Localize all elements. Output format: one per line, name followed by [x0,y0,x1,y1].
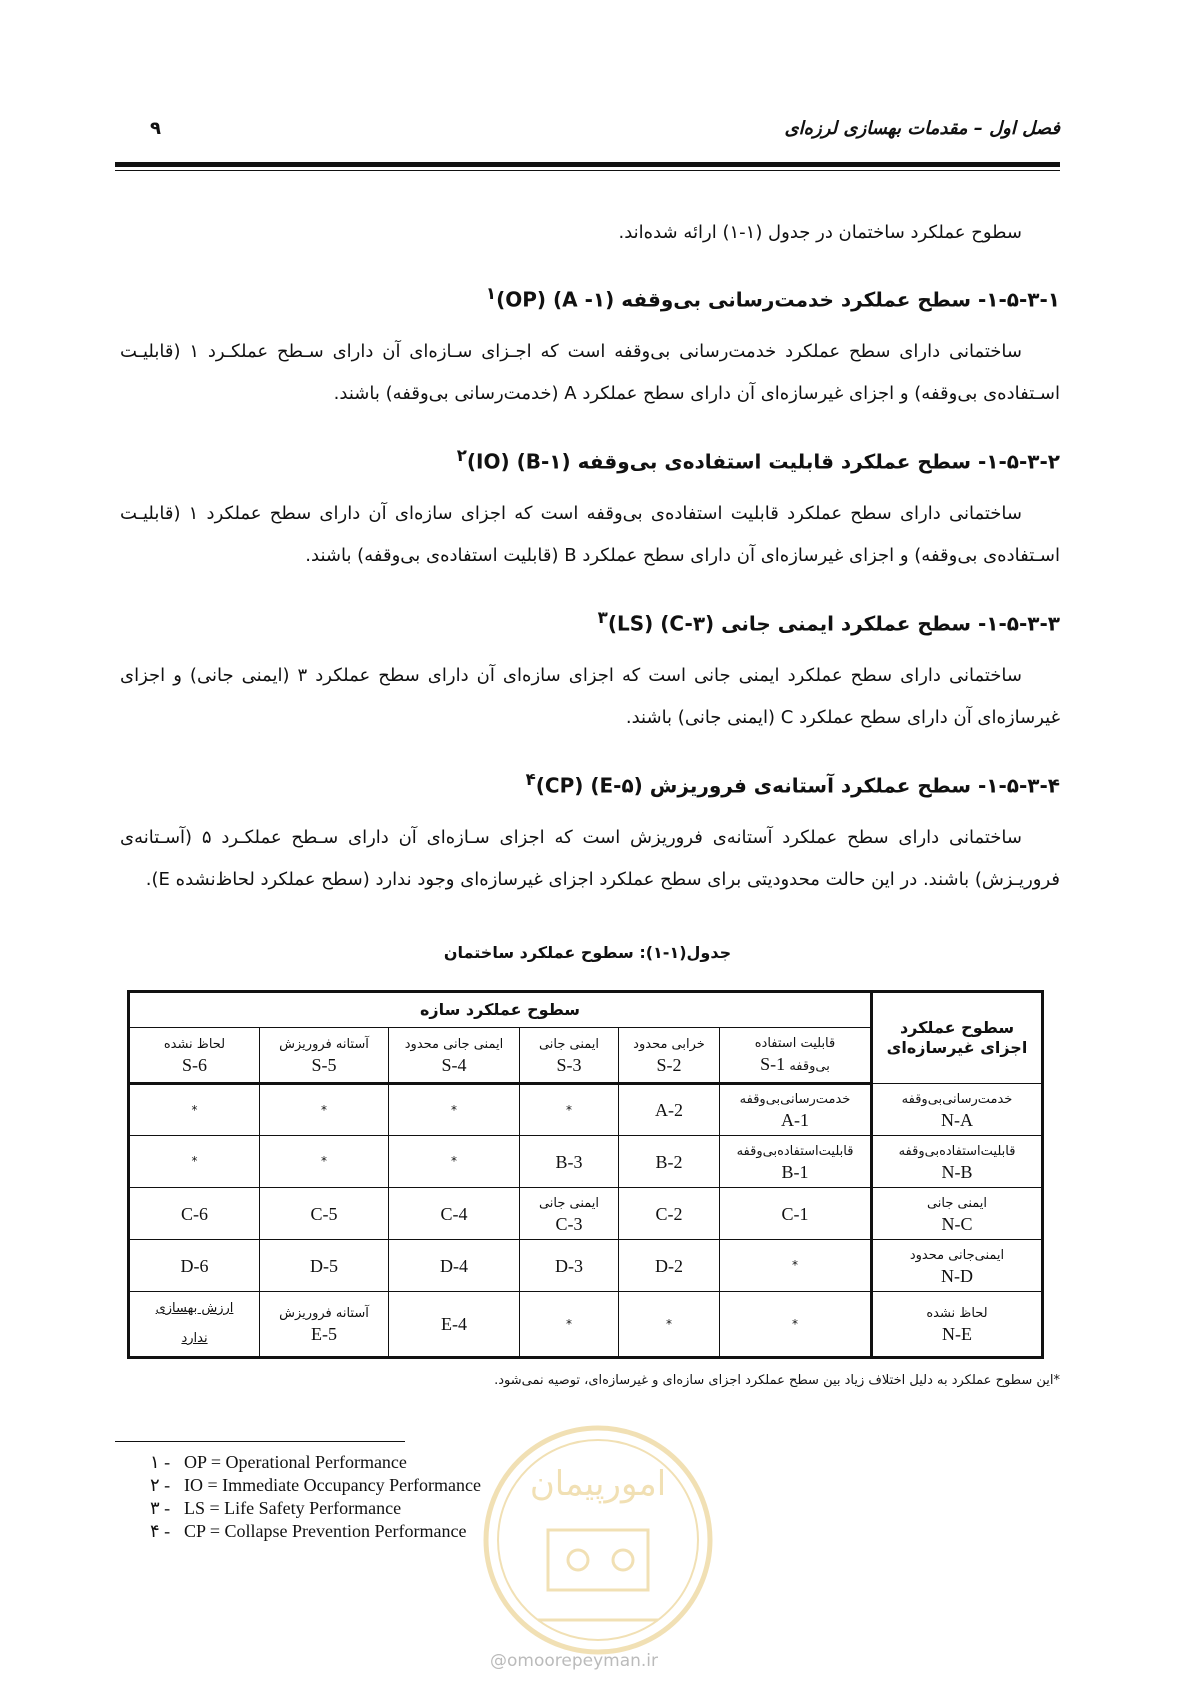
page-header [115,118,1060,148]
intro-paragraph: سطوح عملکرد ساختمان در جدول (۱-۱) ارائه شده‌اند. [618,222,1022,243]
cell-b6: * [129,1136,260,1188]
cell-a2: A-2 [619,1084,720,1136]
cell-e5: آستانه فروریزش E-5 [260,1292,389,1358]
cell-c2: C-2 [619,1188,720,1240]
row-header-n-e: لحاظ نشده N-E [872,1292,1043,1358]
cell-e1: * [720,1292,872,1358]
cell-d2: D-2 [619,1240,720,1292]
cell-d5: D-5 [260,1240,389,1292]
chapter-title: فصل اول – مقدمات بهسازی لرزه‌ای [784,118,1060,139]
cell-d6: D-6 [129,1240,260,1292]
table-footnote: *این سطوح عملکرد به دلیل اختلاف زیاد بین سطح عملکرد اجزای سازه‌ای و غیرسازه‌ای، توصیه نمی‌شود. [494,1373,1060,1388]
watermark-seal-icon [478,1420,718,1660]
cell-c4: C-4 [389,1188,520,1240]
cell-e2: * [619,1292,720,1358]
cell-c3: ایمنی جانی C-3 [520,1188,619,1240]
corner-header: سطوح عملکرد اجزای غیرسازه‌ای [872,992,1043,1084]
header-rule-thick [115,162,1060,167]
cell-b5: * [260,1136,389,1188]
cell-c1: C-1 [720,1188,872,1240]
cell-e3: * [520,1292,619,1358]
cell-a5: * [260,1084,389,1136]
cell-a4: * [389,1084,520,1136]
cell-e6: ارزش بهسازی ندارد [129,1292,260,1358]
cell-a6: * [129,1084,260,1136]
column-header-s2: خرابی محدود S-2 [619,1028,720,1084]
column-header-s3: ایمنی جانی S-3 [520,1028,619,1084]
cell-b4: * [389,1136,520,1188]
section-body-2: ساختمانی دارای سطح عملکرد قابلیت استفاده‌ی بی‌وقفه است که اجزای سازه‌ای آن دارای سطح عملکرد ۱ (قابلیـت اسـتفاده‌ی بی‌وقفه) و اجزای غیرسازه‌ای آن دارای سطح عملکرد B (قابلیت استفاده‌ی بی‌وقفه) باشند. [120,503,1060,566]
section-heading-1: ۱-۵-۳-۱- سطح عملکرد خدمت‌رسانی بی‌وقفه (A -۱) (OP)$^۱$ [485,284,1060,312]
structural-levels-header: سطوح عملکرد سازه [129,992,872,1028]
cell-d4: D-4 [389,1240,520,1292]
watermark-logo-text: امورپیمان [529,1464,667,1504]
cell-b2: B-2 [619,1136,720,1188]
section-heading-2: ۱-۵-۳-۲- سطح عملکرد قابلیت استفاده‌ی بی‌وقفه (B-۱) (IO)$^۲$ [456,446,1060,474]
row-header-n-a: خدمت‌رسانی‌بی‌وقفه N-A [872,1084,1043,1136]
header-rule-thin [115,170,1060,171]
cell-a1: خدمت‌رسانی‌بی‌وقفه A-1 [720,1084,872,1136]
section-body-1: ساختمانی دارای سطح عملکرد خدمت‌رسانی بی‌وقفه است که اجـزای سـازه‌ای آن دارای سـطح عملکـرد ۱ (قابلیـت اسـتفاده‌ی بی‌وقفه) و اجزای غیرسازه‌ای آن دارای سطح عملکرد A (خدمت‌رسانی بی‌وقفه) باشند. [120,341,1060,404]
cell-d1: * [720,1240,872,1292]
column-header-s5: آستانه فروریزش S-5 [260,1028,389,1084]
performance-levels-table [127,990,1044,1359]
table-caption: جدول(۱-۱): سطوح عملکرد ساختمان [443,943,732,962]
column-header-s1: قابلیت استفاده بی‌وقفه S-1 [720,1028,872,1084]
footnote-4: ۴ - CP = Collapse Prevention Performance [150,1521,467,1541]
footnote-2: ۲ - IO = Immediate Occupancy Performance [150,1475,482,1495]
cell-b1: قابلیت‌استفاده‌بی‌وقفه B-1 [720,1136,872,1188]
cell-d3: D-3 [520,1240,619,1292]
page-number: ۹ [150,118,161,139]
row-header-n-d: ایمنی‌جانی محدود N-D [872,1240,1043,1292]
cell-e4: E-4 [389,1292,520,1358]
watermark-url: @omoorepeyman.ir [490,1651,659,1671]
section-heading-3: ۱-۵-۳-۳- سطح عملکرد ایمنی جانی (C-۳) (LS)$^۳$ [597,608,1060,636]
footnote-rule [115,1441,405,1442]
cell-c5: C-5 [260,1188,389,1240]
section-body-4: ساختمانی دارای سطح عملکرد آستانه‌ی فروریزش است که اجزای سـازه‌ای آن دارای سـطح عملکـرد ۵ (آسـتانه‌ی فروریـزش) باشند. در این حالت محدودیتی برای سطح عملکرد اجزای غیرسازه‌ای وجود ندارد (سطح عملکرد لحاظ‌نشده E). [120,827,1060,890]
cell-b3: B-3 [520,1136,619,1188]
footnote-3: ۳ - LS = Life Safety Performance [150,1498,402,1518]
section-body-3: ساختمانی دارای سطح عملکرد ایمنی جانی است که اجزای سازه‌ای آن دارای سطح عملکرد ۳ (ایمنی جانی) و اجزای غیرسازه‌ای آن دارای سطح عملکرد C (ایمنی جانی) باشند. [120,665,1060,728]
footnote-1: ۱ - OP = Operational Performance [150,1452,407,1472]
row-header-n-c: ایمنی جانی N-C [872,1188,1043,1240]
section-heading-4: ۱-۵-۳-۴- سطح عملکرد آستانه‌ی فروریزش (E-۵) (CP)$^۴$ [525,770,1060,798]
cell-c6: C-6 [129,1188,260,1240]
cell-a3: * [520,1084,619,1136]
column-header-s4: ایمنی جانی محدود S-4 [389,1028,520,1084]
row-header-n-b: قابلیت‌استفاده‌بی‌وقفه N-B [872,1136,1043,1188]
column-header-s6: لحاظ نشده S-6 [129,1028,260,1084]
